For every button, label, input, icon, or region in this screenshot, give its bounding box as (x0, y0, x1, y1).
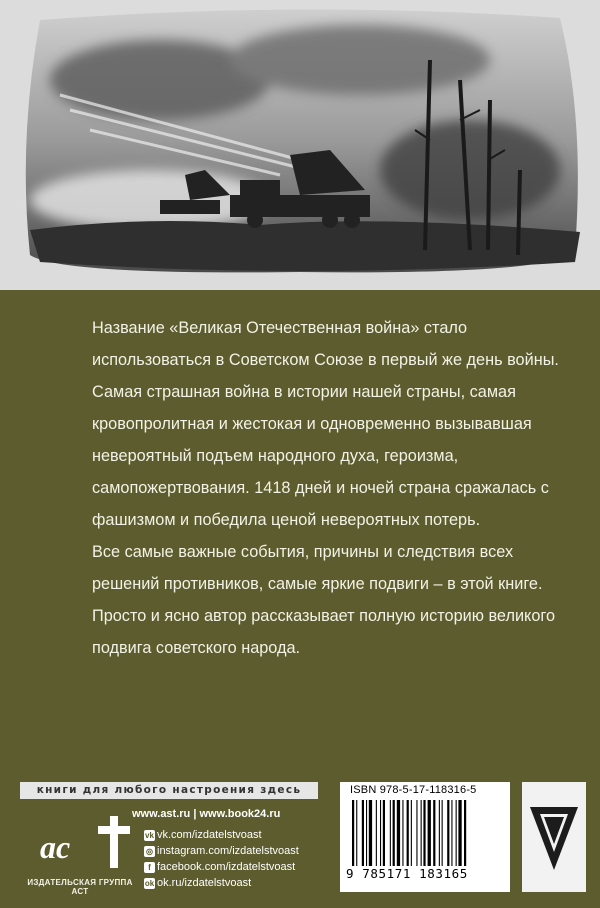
isbn-number: ISBN 978-5-17-118316-5 (350, 784, 477, 796)
social-link-ok[interactable] (144, 875, 299, 891)
social-link-text: vk.com/izdatelstvoast (157, 829, 262, 841)
barcode-digits: 9 785171 183165 (346, 866, 468, 881)
ok-icon: ok (144, 878, 155, 888)
social-links (144, 827, 299, 891)
description-paragraph: Просто и ясно автор рассказывает полную историю великого подвига советского народа. (92, 607, 556, 657)
social-link-vk[interactable] (144, 827, 299, 843)
instagram-icon: ◎ (144, 846, 155, 857)
katyusha-illustration (0, 0, 600, 290)
svg-text:ас: ас (40, 829, 71, 865)
social-link-text: ok.ru/izdatelstvoast (157, 877, 252, 889)
social-link-facebook[interactable] (144, 859, 299, 875)
publisher-tagline: книги для любого настроения здесь (20, 782, 318, 799)
facebook-icon: f (144, 862, 155, 873)
book-description (92, 312, 582, 664)
imprint-logo (522, 782, 586, 892)
vk-icon: vk (145, 830, 154, 840)
publisher-name: ИЗДАТЕЛЬСКАЯ ГРУППА АСТ (27, 878, 133, 896)
social-link-text: instagram.com/izdatelstvoast (157, 845, 299, 857)
ast-logo (30, 808, 140, 878)
social-link-instagram[interactable] (144, 843, 299, 859)
cover-illustration (0, 0, 600, 290)
description-paragraph: Название «Великая Отечественная война» стало использоваться в Советском Союзе в первый же день войны. Самая страшная война в истории нашей страны, самая кровопролитная и жестокая и одновременно вызывавшая невероятный подъем народного духа, героизма, самопожертвования. 1418 дней и ночей страна сражалась с фашизмом и победила ценой невероятных потерь. (92, 319, 559, 529)
publisher-websites[interactable]: www.ast.ru | www.book24.ru (132, 808, 281, 820)
social-link-text: facebook.com/izdatelstvoast (157, 861, 296, 873)
barcode (352, 800, 502, 872)
description-paragraph: Все самые важные события, причины и следствия всех решений противников, самые яркие подвиги – в этой книге. (92, 543, 543, 593)
